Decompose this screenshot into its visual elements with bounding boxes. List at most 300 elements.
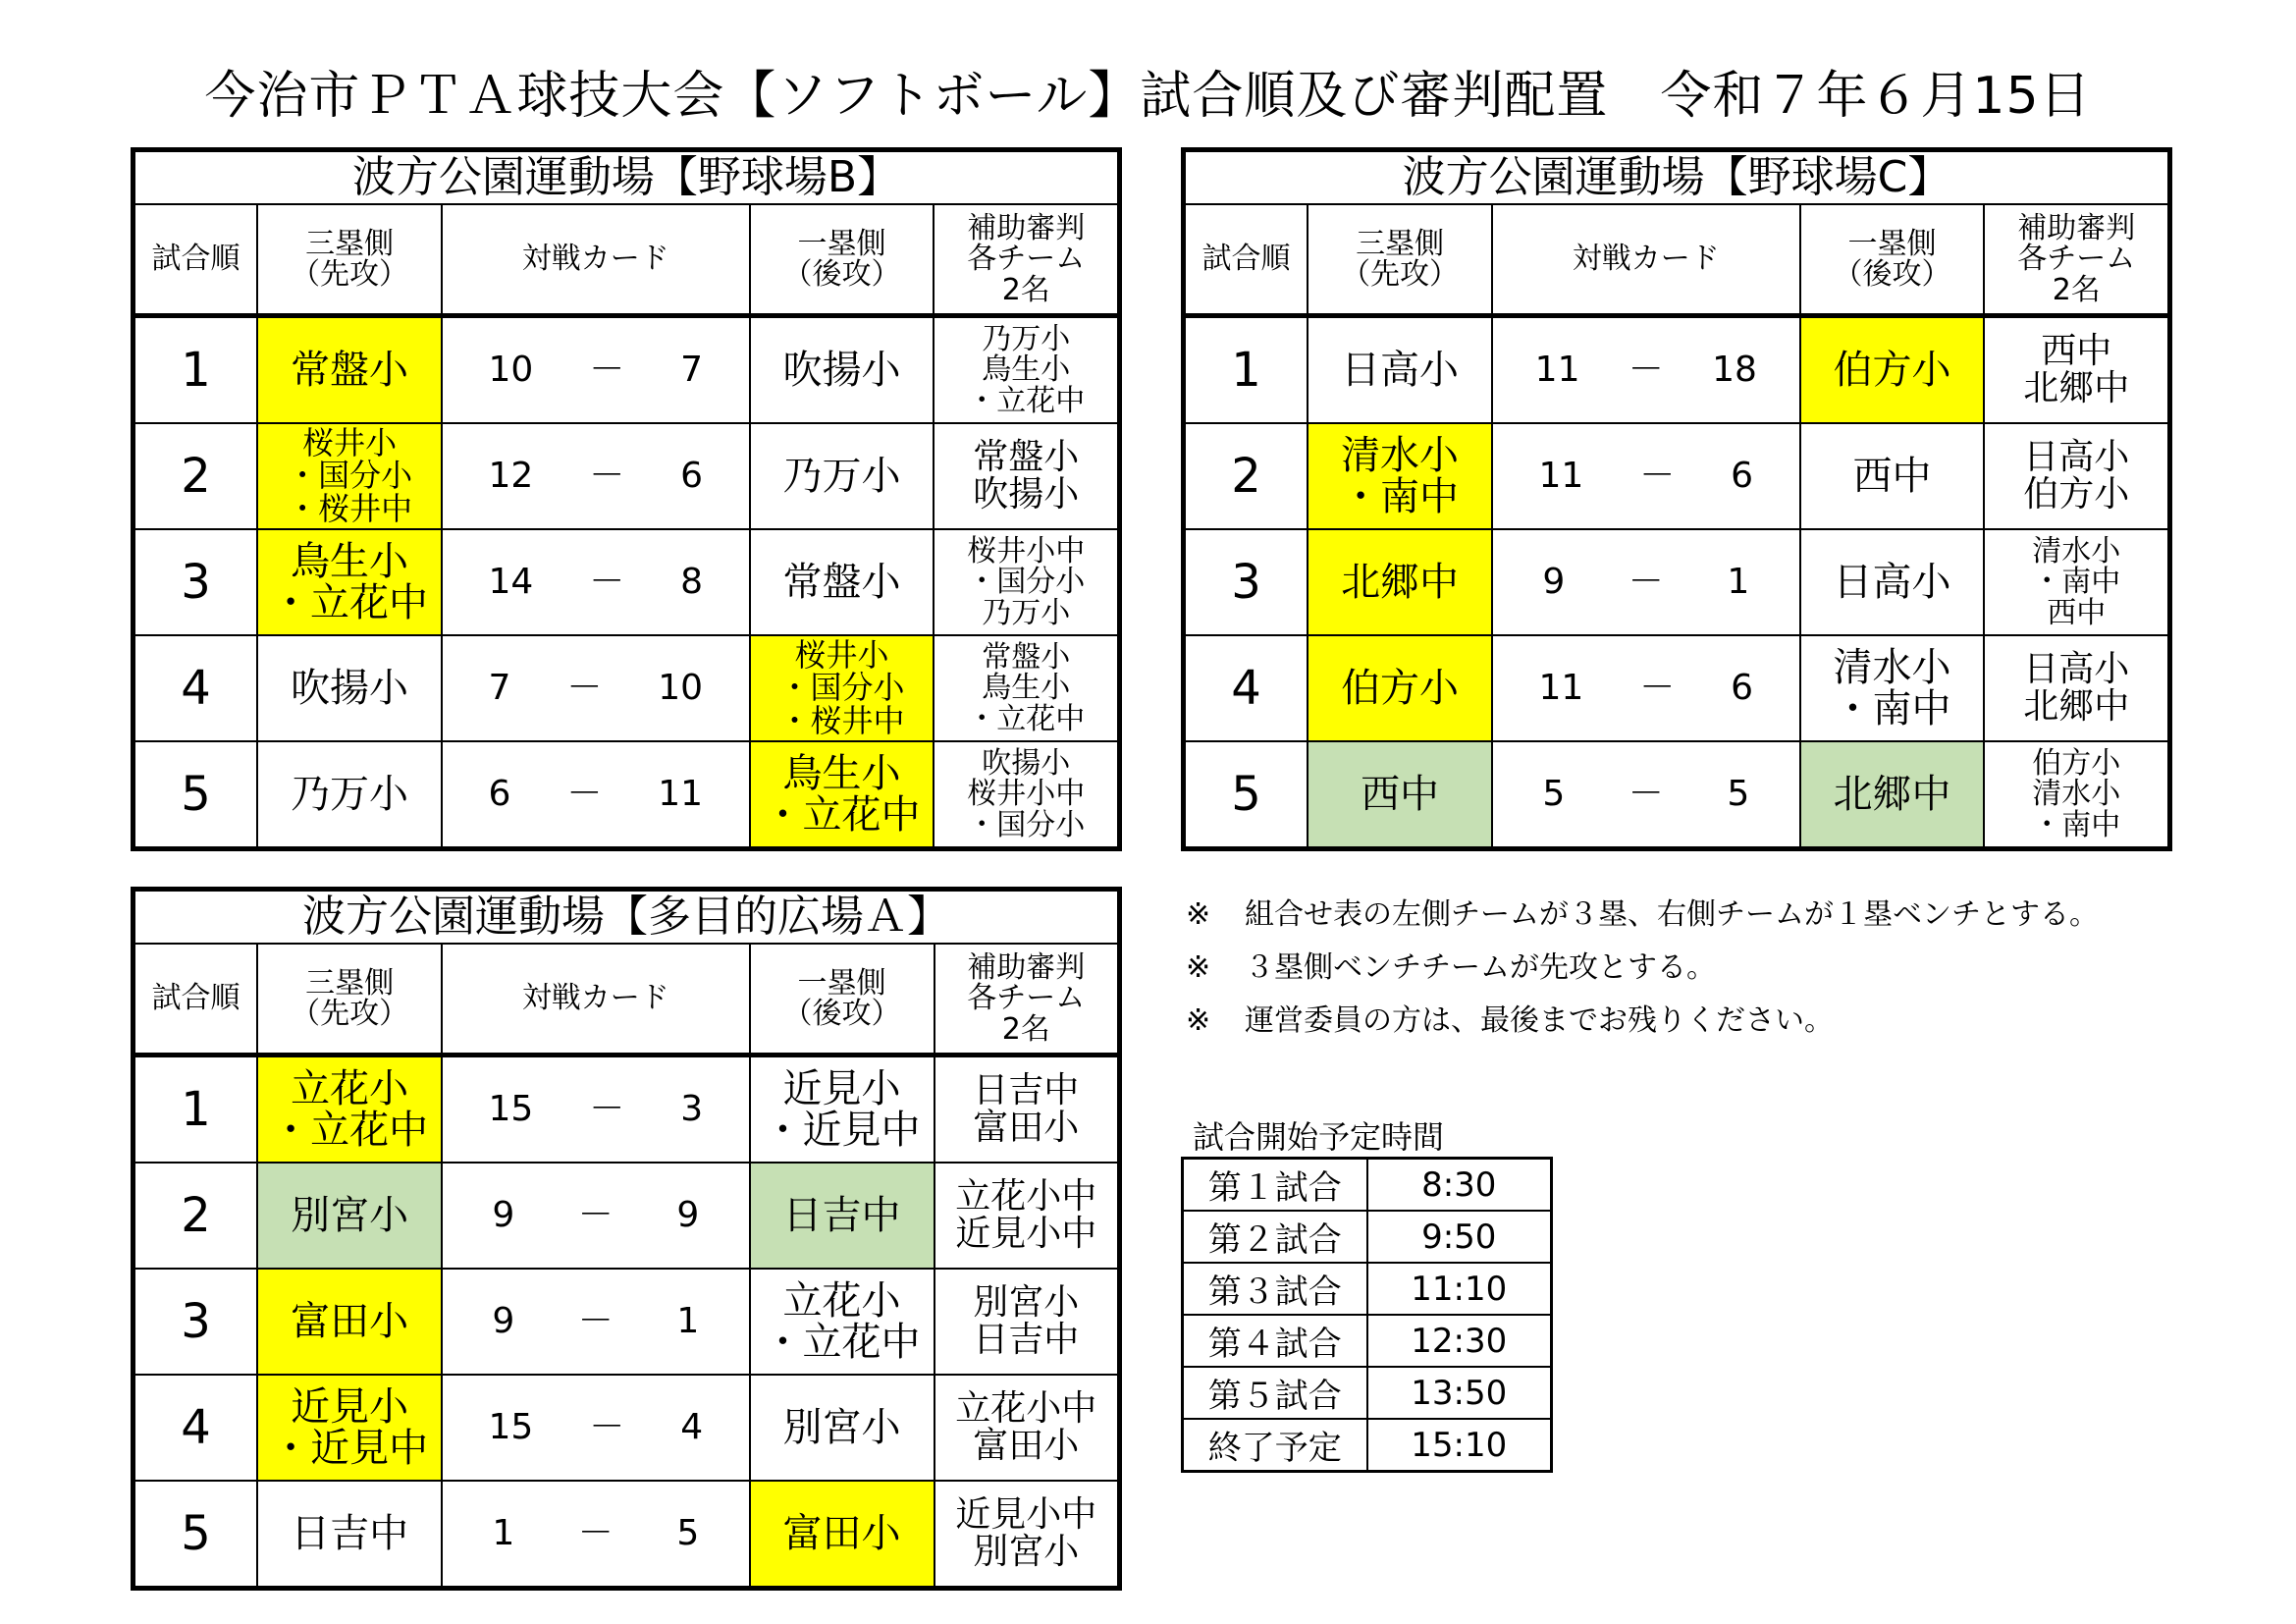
game-number: 5: [1184, 741, 1308, 849]
schedule-time: 11:10: [1367, 1263, 1552, 1315]
team-name-line: 北郷中: [1833, 772, 1951, 817]
note-line: [1186, 889, 2099, 942]
score-wrap: [443, 352, 749, 389]
note-mark: ※: [1186, 897, 1211, 932]
schedule-game-label: 終了予定: [1183, 1419, 1367, 1472]
first-base-team: [1800, 316, 1985, 424]
aux-umpire-teams: [1984, 635, 2169, 741]
venue-name: 波方公園運動場【野球場B】: [133, 150, 1120, 205]
header-line: 各チーム: [967, 981, 1086, 1016]
team-name-line: ・桜井中: [287, 489, 413, 527]
venue-header-row: [133, 150, 1120, 205]
score-wrap: [1493, 776, 1799, 813]
header-first-base: [750, 204, 934, 316]
score-first: 5: [1727, 774, 1750, 815]
score-wrap: [443, 1409, 749, 1446]
score-cell: [1492, 423, 1800, 529]
team-name-line: 常盤小: [782, 560, 901, 605]
team-name-line: 桜井小: [794, 635, 889, 674]
game-number: 2: [133, 1163, 258, 1269]
score-third: 12: [488, 456, 534, 497]
header-line: （後攻）: [1833, 257, 1951, 292]
game-number: 3: [133, 1269, 258, 1375]
note-mark: ※: [1186, 1003, 1211, 1038]
header-aux-umpire: [1984, 204, 2169, 316]
note-mark: ※: [1186, 950, 1211, 985]
first-base-team: [750, 635, 934, 741]
team-name-line: 日吉中: [291, 1511, 409, 1556]
aux-team-line: 清水小: [2032, 533, 2121, 568]
first-base-team: [750, 1269, 934, 1375]
game-number: 4: [1184, 635, 1308, 741]
third-base-team: [1308, 635, 1492, 741]
header-line: 補助審判: [2017, 210, 2136, 245]
schedule-time: 13:50: [1367, 1367, 1552, 1419]
schedule-game-label: 第１試合: [1183, 1159, 1367, 1212]
first-base-team: [750, 316, 934, 424]
header-line: 補助審判: [967, 949, 1086, 985]
header-line: （先攻）: [291, 257, 409, 292]
team-name-line: 立花小: [782, 1278, 901, 1324]
score-cell: [442, 316, 750, 424]
header-line: 各チーム: [2017, 242, 2136, 277]
third-base-team: [257, 423, 442, 529]
schedule-time: 8:30: [1367, 1159, 1552, 1212]
team-name-line: ・桜井中: [778, 701, 905, 739]
aux-team-line: 別宮小: [973, 1532, 1080, 1572]
aux-team-line: 伯方小: [2023, 474, 2130, 514]
game-row: [133, 741, 1120, 849]
aux-umpire-teams: [934, 741, 1119, 849]
schedule-table: [1181, 1157, 1553, 1473]
score-third: 15: [488, 1407, 534, 1448]
aux-umpire-teams: [934, 1056, 1120, 1164]
score-first: 10: [658, 668, 704, 709]
score-third: 9: [492, 1195, 515, 1236]
game-row: [1184, 529, 2170, 635]
header-line: （後攻）: [782, 997, 901, 1031]
first-base-team: [1800, 529, 1985, 635]
game-row: [1184, 423, 2170, 529]
game-row: [133, 316, 1120, 424]
team-name-line: ・南中: [1341, 474, 1460, 519]
score-dash: －: [589, 1407, 625, 1448]
header-line: 補助審判: [967, 210, 1086, 245]
aux-team-line: 吹揚小: [973, 474, 1080, 514]
aux-team-line: 日吉中: [973, 1070, 1080, 1111]
first-base-team: [750, 1375, 934, 1481]
score-cell: [442, 1375, 750, 1481]
score-wrap: [443, 776, 749, 813]
aux-umpire-teams: [934, 1269, 1120, 1375]
header-line: 一塁側: [797, 965, 886, 1001]
score-first: 1: [1727, 562, 1750, 603]
venue-table-baseball-c: [1181, 147, 2172, 851]
column-header-row: [1184, 204, 2170, 316]
team-name-line: 清水小: [1833, 645, 1951, 690]
game-number: 4: [133, 635, 258, 741]
header-line: （後攻）: [782, 257, 901, 292]
aux-team-line: ・立花中: [967, 701, 1086, 736]
score-wrap: [443, 670, 749, 707]
game-number: 2: [1184, 423, 1308, 529]
score-third: 14: [488, 562, 534, 603]
team-name-line: 伯方小: [1833, 348, 1951, 393]
score-dash: －: [1628, 562, 1664, 603]
aux-team-line: 近見小中: [955, 1494, 1097, 1536]
third-base-team: [1308, 316, 1492, 424]
team-name-line: ・国分小: [287, 457, 413, 495]
third-base-team: [257, 1056, 442, 1164]
team-name-line: 常盤小: [291, 348, 409, 393]
score-wrap: [443, 564, 749, 601]
team-name-line: 富田小: [782, 1511, 901, 1556]
schedule-game-label: 第４試合: [1183, 1315, 1367, 1367]
team-name-line: ・南中: [1833, 686, 1951, 731]
first-base-team: [750, 423, 934, 529]
aux-team-line: 日吉中: [973, 1320, 1080, 1360]
game-row: [133, 423, 1120, 529]
score-dash: －: [566, 774, 603, 815]
aux-team-line: 日高小: [2023, 437, 2130, 478]
game-number: 5: [133, 1481, 258, 1589]
game-row: [133, 1375, 1120, 1481]
team-name-line: 乃万小: [782, 454, 901, 499]
notes: [1186, 889, 2099, 1048]
team-name-line: 立花小: [291, 1066, 409, 1111]
score-dash: －: [589, 456, 625, 497]
aux-team-line: 日高小: [2023, 649, 2130, 690]
team-name-line: 鳥生小: [291, 539, 409, 584]
third-base-team: [257, 529, 442, 635]
aux-umpire-teams: [934, 1163, 1120, 1269]
third-base-team: [257, 741, 442, 849]
aux-umpire-teams: [1984, 529, 2169, 635]
score-first: 7: [680, 350, 704, 391]
score-third: 9: [492, 1301, 515, 1342]
team-name-line: ・立花中: [271, 1108, 429, 1153]
aux-umpire-teams: [1984, 423, 2169, 529]
header-line: 三塁側: [305, 226, 395, 261]
venue-header-row: [1184, 150, 2170, 205]
score-cell: [1492, 741, 1800, 849]
game-row: [133, 1481, 1120, 1589]
header-match-card: 対戦カード: [442, 944, 750, 1056]
team-name-line: 北郷中: [1341, 560, 1460, 605]
header-line: 一塁側: [797, 226, 886, 261]
aux-team-line: 鳥生小: [982, 352, 1071, 388]
header-line: （先攻）: [291, 997, 409, 1031]
score-wrap: [1493, 564, 1799, 601]
aux-umpire-teams: [1984, 316, 2169, 424]
schedule-label: 試合開始予定時間: [1193, 1118, 1445, 1156]
score-cell: [442, 1056, 750, 1164]
game-number: 1: [133, 1056, 258, 1164]
score-cell: [442, 741, 750, 849]
header-third-base: [257, 204, 442, 316]
schedule-row: [1183, 1211, 1552, 1263]
aux-team-line: 北郷中: [2023, 368, 2130, 408]
header-order: 試合順: [133, 944, 258, 1056]
score-wrap: [443, 458, 749, 495]
team-name-line: ・近見中: [271, 1426, 429, 1471]
score-cell: [442, 423, 750, 529]
game-number: 1: [1184, 316, 1308, 424]
aux-team-line: ・立花中: [967, 383, 1086, 418]
game-row: [133, 635, 1120, 741]
score-first: 1: [676, 1301, 700, 1342]
score-dash: －: [577, 1513, 614, 1554]
aux-team-line: 清水小: [2032, 777, 2121, 812]
score-first: 6: [1731, 668, 1754, 709]
score-third: 9: [1542, 562, 1566, 603]
score-third: 15: [488, 1089, 534, 1130]
header-aux-umpire: [934, 204, 1119, 316]
first-base-team: [1800, 635, 1985, 741]
note-text: 組合せ表の左側チームが３塁、右側チームが１塁ベンチとする。: [1245, 897, 2099, 932]
aux-umpire-teams: [934, 529, 1119, 635]
team-name-line: 西中: [1852, 454, 1932, 499]
header-first-base: [750, 944, 934, 1056]
aux-team-line: ・国分小: [967, 565, 1086, 600]
score-dash: －: [566, 668, 603, 709]
aux-team-line: 近見小中: [955, 1214, 1097, 1254]
score-wrap: [443, 1091, 749, 1128]
team-name-line: 日吉中: [782, 1193, 901, 1238]
score-dash: －: [589, 350, 625, 391]
game-number: 4: [133, 1375, 258, 1481]
team-name-line: ・近見中: [763, 1108, 921, 1153]
game-row: [133, 1056, 1120, 1164]
team-name-line: 清水小: [1341, 433, 1460, 478]
score-third: 1: [492, 1513, 515, 1554]
aux-team-line: 乃万小: [982, 321, 1071, 356]
score-wrap: [1493, 458, 1799, 495]
header-line: 2名: [1001, 1011, 1050, 1047]
schedule-game-label: 第５試合: [1183, 1367, 1367, 1419]
aux-team-line: 別宮小: [973, 1282, 1080, 1324]
header-aux-umpire: [934, 944, 1120, 1056]
venue-name: 波方公園運動場【野球場C】: [1184, 150, 2170, 205]
score-dash: －: [1639, 668, 1676, 709]
score-dash: －: [1628, 774, 1664, 815]
team-name-line: 鳥生小: [782, 751, 901, 796]
team-name-line: 吹揚小: [291, 666, 409, 711]
aux-team-line: 鳥生小: [982, 671, 1071, 706]
team-name-line: 伯方小: [1341, 666, 1460, 711]
aux-team-line: 桜井小中: [967, 777, 1086, 812]
game-row: [1184, 741, 2170, 849]
score-dash: －: [577, 1195, 614, 1236]
third-base-team: [1308, 741, 1492, 849]
team-name-line: 別宮小: [782, 1405, 901, 1450]
aux-umpire-teams: [1984, 741, 2169, 849]
venue-table-baseball-b: [131, 147, 1122, 851]
first-base-team: [750, 1481, 934, 1589]
first-base-team: [750, 1056, 934, 1164]
aux-team-line: 伯方小: [2032, 745, 2121, 781]
game-row: [1184, 316, 2170, 424]
schedule-time: 15:10: [1367, 1419, 1552, 1472]
aux-umpire-teams: [934, 423, 1119, 529]
first-base-team: [1800, 741, 1985, 849]
score-wrap: [1493, 670, 1799, 707]
aux-team-line: 立花小中: [955, 1388, 1097, 1430]
game-number: 5: [133, 741, 258, 849]
aux-umpire-teams: [934, 1481, 1120, 1589]
score-third: 11: [1538, 668, 1584, 709]
team-name-line: 西中: [1361, 772, 1440, 817]
column-header-row: [133, 204, 1120, 316]
header-line: 一塁側: [1847, 226, 1937, 261]
page-title: 今治市ＰＴＡ球技大会【ソフトボール】試合順及び審判配置 令和７年６月15日: [204, 67, 2092, 126]
aux-umpire-teams: [934, 635, 1119, 741]
aux-team-line: ・南中: [2032, 565, 2121, 600]
aux-team-line: 西中: [2041, 331, 2112, 372]
note-line: [1186, 995, 2099, 1048]
team-name-line: ・立花中: [763, 1320, 921, 1365]
third-base-team: [257, 1269, 442, 1375]
score-first: 18: [1712, 350, 1757, 391]
aux-team-line: ・国分小: [967, 807, 1086, 842]
header-line: 2名: [1001, 272, 1050, 307]
score-dash: －: [589, 562, 625, 603]
aux-team-line: 常盤小: [982, 639, 1071, 675]
first-base-team: [1800, 423, 1985, 529]
schedule-row: [1183, 1419, 1552, 1472]
aux-team-line: 吹揚小: [982, 745, 1071, 781]
aux-team-line: 常盤小: [973, 437, 1080, 478]
venue-name: 波方公園運動場【多目的広場Ａ】: [133, 890, 1120, 945]
third-base-team: [257, 1375, 442, 1481]
column-header-row: [133, 944, 1120, 1056]
team-name-line: 別宮小: [291, 1193, 409, 1238]
game-row: [1184, 635, 2170, 741]
header-line: 三塁側: [1356, 226, 1445, 261]
first-base-team: [750, 741, 934, 849]
team-name-line: 富田小: [291, 1299, 409, 1344]
score-cell: [442, 1481, 750, 1589]
score-third: 5: [1542, 774, 1566, 815]
score-first: 3: [680, 1089, 704, 1130]
third-base-team: [257, 635, 442, 741]
score-wrap: [443, 1303, 749, 1340]
score-third: 10: [488, 350, 534, 391]
aux-umpire-teams: [934, 1375, 1120, 1481]
game-number: 3: [133, 529, 258, 635]
header-line: 各チーム: [967, 242, 1086, 277]
team-name-line: ・立花中: [271, 580, 429, 625]
score-cell: [1492, 316, 1800, 424]
team-name-line: 近見小: [782, 1066, 901, 1111]
header-first-base: [1800, 204, 1985, 316]
team-name-line: 日高小: [1341, 348, 1460, 393]
game-number: 2: [133, 423, 258, 529]
third-base-team: [1308, 529, 1492, 635]
header-line: 三塁側: [305, 965, 395, 1001]
aux-team-line: 富田小: [973, 1426, 1080, 1466]
team-name-line: ・国分小: [778, 669, 905, 707]
score-first: 6: [1731, 456, 1754, 497]
score-third: 11: [1534, 350, 1580, 391]
score-wrap: [443, 1197, 749, 1234]
score-cell: [442, 1269, 750, 1375]
score-wrap: [1493, 352, 1799, 389]
schedule-row: [1183, 1159, 1552, 1212]
note-text: 運営委員の方は、最後までお残りください。: [1245, 1003, 1834, 1038]
header-match-card: 対戦カード: [442, 204, 750, 316]
score-cell: [442, 1163, 750, 1269]
venue-table-multipurpose-a: [131, 887, 1122, 1591]
schedule-row: [1183, 1263, 1552, 1315]
game-number: 1: [133, 316, 258, 424]
score-dash: －: [1639, 456, 1676, 497]
team-name-line: 日高小: [1833, 560, 1951, 605]
header-match-card: 対戦カード: [1492, 204, 1800, 316]
score-first: 6: [680, 456, 704, 497]
score-third: 11: [1538, 456, 1584, 497]
note-text: ３塁側ベンチチームが先攻とする。: [1245, 950, 1716, 985]
score-dash: －: [589, 1089, 625, 1130]
score-cell: [442, 635, 750, 741]
schedule-time: 9:50: [1367, 1211, 1552, 1263]
third-base-team: [257, 1163, 442, 1269]
game-row: [133, 1163, 1120, 1269]
team-name-line: 乃万小: [291, 772, 409, 817]
score-cell: [1492, 635, 1800, 741]
venue-header-row: [133, 890, 1120, 945]
header-order: 試合順: [133, 204, 258, 316]
game-row: [133, 529, 1120, 635]
first-base-team: [750, 529, 934, 635]
header-line: （先攻）: [1341, 257, 1460, 292]
team-name-line: 吹揚小: [782, 348, 901, 393]
third-base-team: [1308, 423, 1492, 529]
header-line: 2名: [2052, 272, 2101, 307]
aux-team-line: 北郷中: [2023, 686, 2130, 727]
score-dash: －: [1628, 350, 1664, 391]
team-name-line: 桜井小: [302, 423, 398, 461]
aux-umpire-teams: [934, 316, 1119, 424]
team-name-line: 近見小: [291, 1384, 409, 1430]
note-line: [1186, 942, 2099, 995]
score-first: 8: [680, 562, 704, 603]
header-third-base: [257, 944, 442, 1056]
header-third-base: [1308, 204, 1492, 316]
aux-team-line: 富田小: [973, 1108, 1080, 1148]
schedule-time: 12:30: [1367, 1315, 1552, 1367]
team-name-line: ・立花中: [763, 792, 921, 838]
score-third: 6: [488, 774, 511, 815]
score-dash: －: [577, 1301, 614, 1342]
aux-team-line: 西中: [2047, 595, 2107, 630]
score-first: 4: [680, 1407, 704, 1448]
schedule-game-label: 第２試合: [1183, 1211, 1367, 1263]
third-base-team: [257, 1481, 442, 1589]
aux-team-line: 立花小中: [955, 1176, 1097, 1218]
score-cell: [1492, 529, 1800, 635]
score-third: 7: [488, 668, 511, 709]
score-first: 9: [676, 1195, 700, 1236]
score-wrap: [443, 1515, 749, 1552]
aux-team-line: 乃万小: [982, 595, 1071, 630]
score-first: 11: [658, 774, 704, 815]
schedule-row: [1183, 1367, 1552, 1419]
header-order: 試合順: [1184, 204, 1308, 316]
score-first: 5: [676, 1513, 700, 1554]
aux-team-line: 桜井小中: [967, 533, 1086, 568]
schedule-game-label: 第３試合: [1183, 1263, 1367, 1315]
